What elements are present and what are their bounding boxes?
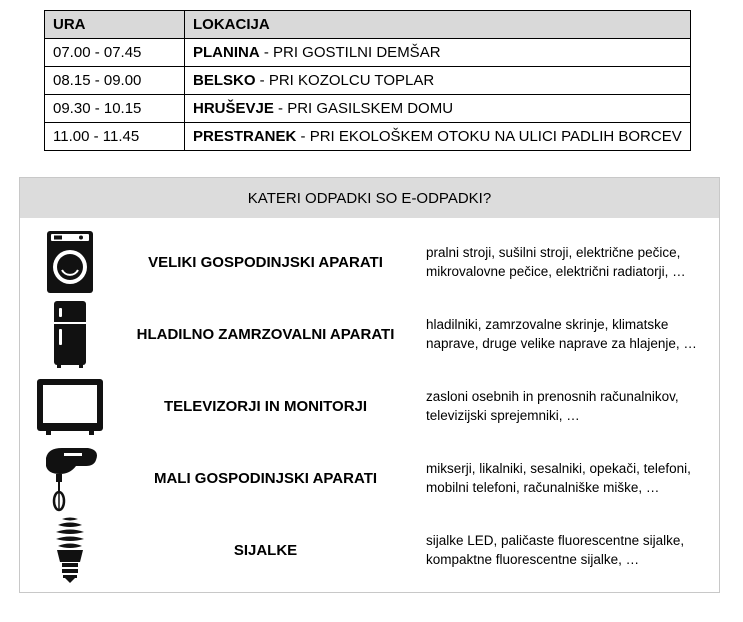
category-name: SIJALKE — [233, 541, 298, 559]
description-line: hladilniki, zamrzovalne skrinje, klimatske — [426, 317, 669, 332]
category-name: HLADILNO ZAMRZOVALNI APARATI — [136, 325, 395, 343]
place-name: PLANINA — [193, 44, 260, 61]
place-detail: - PRI EKOLOŠKEM OTOKU NA ULICI PADLIH BORCEV — [296, 128, 682, 145]
place-detail: - PRI GOSTILNI DEMŠAR — [259, 44, 441, 61]
ewaste-category-row — [20, 514, 719, 586]
place-name: BELSKO — [193, 72, 256, 89]
table-row — [45, 67, 691, 95]
description-line: mikserji, likalniki, sesalniki, opekači, telefoni, — [426, 461, 691, 476]
header-time: URA — [45, 11, 185, 39]
time-cell: 09.30 - 10.15 — [45, 95, 185, 123]
tv-monitor-icon — [30, 370, 110, 442]
ewaste-panel — [19, 177, 720, 593]
fridge-icon — [30, 298, 110, 370]
category-description — [426, 298, 721, 370]
light-bulb-icon — [30, 514, 110, 586]
ewaste-category-row — [20, 370, 719, 442]
time-cell: 11.00 - 11.45 — [45, 123, 185, 151]
location-cell — [185, 67, 691, 95]
location-cell — [185, 39, 691, 67]
schedule-header-row — [45, 11, 691, 39]
place-detail: - PRI KOZOLCU TOPLAR — [255, 72, 435, 89]
description-line: pralni stroji, sušilni stroji, električne pečice, — [426, 245, 681, 260]
table-row — [45, 95, 691, 123]
category-description — [426, 514, 721, 586]
hand-mixer-icon — [30, 442, 110, 514]
place-name: HRUŠEVJE — [193, 100, 274, 117]
category-name: TELEVIZORJI IN MONITORJI — [163, 397, 368, 415]
ewaste-category-row — [20, 298, 719, 370]
table-row — [45, 123, 691, 151]
category-name: MALI GOSPODINJSKI APARATI — [153, 469, 378, 487]
location-cell — [185, 95, 691, 123]
ewaste-category-row — [20, 442, 719, 514]
description-line: sijalke LED, paličaste fluorescentne sijalke, — [426, 533, 685, 548]
category-name: VELIKI GOSPODINJSKI APARATI — [148, 253, 383, 271]
description-line: mikrovalovne pečice, električni radiatorji, … — [426, 264, 686, 279]
description-line: zasloni osebnih in prenosnih računalnikov, — [426, 389, 679, 404]
place-detail: - PRI GASILSKEM DOMU — [273, 100, 454, 117]
time-cell: 08.15 - 09.00 — [45, 67, 185, 95]
description-line: naprave, druge velike naprave za hlajenje, … — [426, 336, 697, 351]
place-name: PRESTRANEK — [193, 128, 297, 145]
category-description — [426, 370, 721, 442]
description-line: televizijski sprejemniki, … — [426, 408, 580, 423]
category-description — [426, 442, 721, 514]
schedule-table — [44, 10, 691, 151]
ewaste-title: KATERI ODPADKI SO E-ODPADKI? — [20, 178, 719, 218]
description-line: mobilni telefoni, računalniške miške, … — [426, 480, 660, 495]
time-cell: 07.00 - 07.45 — [45, 39, 185, 67]
category-description — [426, 226, 721, 298]
location-cell — [185, 123, 691, 151]
ewaste-category-row — [20, 226, 719, 298]
header-location: LOKACIJA — [185, 11, 691, 39]
table-row — [45, 39, 691, 67]
description-line: kompaktne fluorescentne sijalke, … — [426, 552, 640, 567]
washing-machine-icon — [30, 226, 110, 298]
